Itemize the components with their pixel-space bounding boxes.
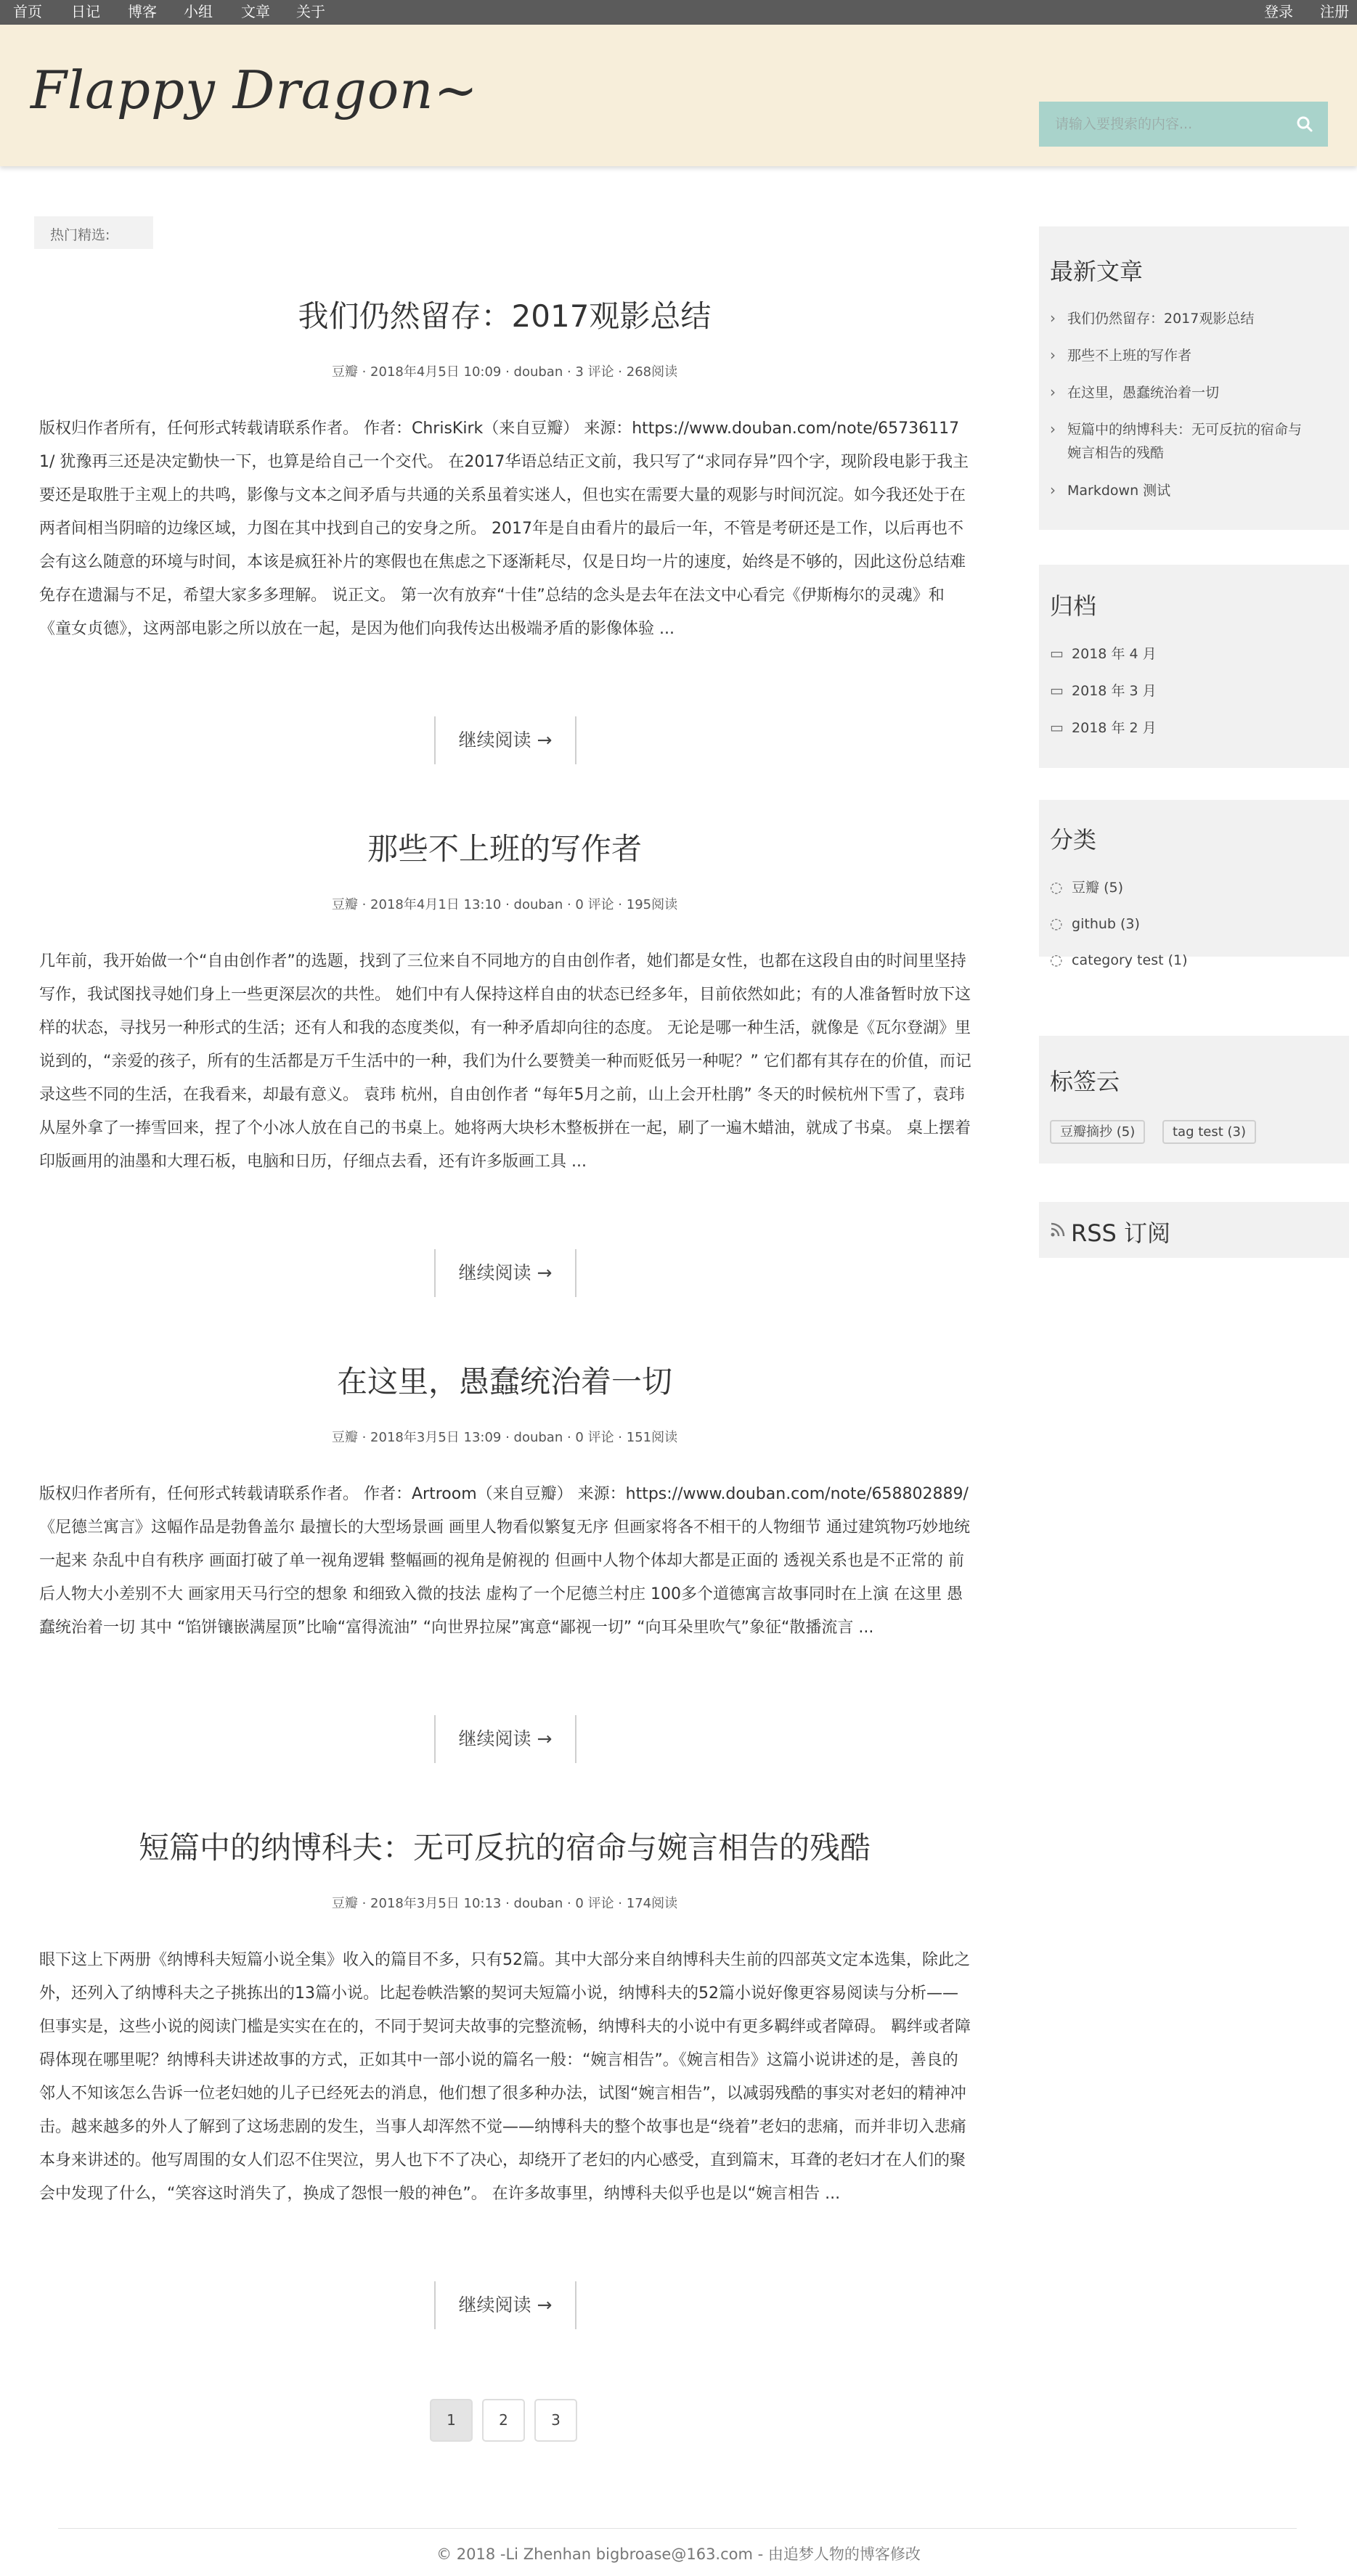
post-excerpt: 眼下这上下两册《纳博科夫短篇小说全集》收入的篇目不多，只有52篇。其中大部分来自纳博科夫生前的四部英文定本选集，除此之外，还列入了纳博科夫之子挑拣出的13篇小说。比起卷帙浩繁的契诃夫短篇小说，纳博科夫的52篇小说好像更容易阅读与分析——但事实是，这些小说的阅读门槛是实实在在的，不同于契诃夫故事的完整流畅，纳博科夫的小说中有更多羁绊或者障碍。 羁绊或者障碍体现在哪里呢？纳博科夫讲述故事的方式，正如其中一部小说的篇名一般：“婉言相告”。《婉言相告》这篇小说讲述的是，善良的邻人不知该怎么告诉一位老妇她的儿子已经死去的消息，他们想了很多种办法，试图“婉言相告”，以减弱残酷的事实对老妇的精神冲击。越来越多的外人了解到了这场悲剧的发生，当事人却浑然不觉——纳博科夫的整个故事也是“绕着”老妇的悲痛，而并非切入悲痛本身来讲述的。他写周围的女人们忍不住哭泣，男人也下不了决心，却绕开了老妇的内心感受，直到篇末，耳聋的老妇才在人们的聚会中发现了什么，“笑容这时消失了，换成了怨恨一般的神色”。 在许多故事里，纳博科夫似乎也是以“婉言相告 ... bbox=[39, 1951, 971, 2203]
nav-home[interactable]: 首页 bbox=[13, 3, 42, 20]
recent-post-link-cont[interactable]: 婉言相告的残酷 bbox=[1067, 445, 1165, 461]
nav-group[interactable]: 小组 bbox=[184, 3, 213, 20]
post-excerpt: 版权归作者所有，任何形式转载请联系作者。 作者：ChrisKirk（来自豆瓣） 来源：https://www.douban.com/note/657361171/ 犹豫再三还是决定勤快一下，也算是给自己一个交代。 在2017华语总结正文前，我只写了“求同存异”四个字，现阶段电影于我主要还是取胜于主观上的共鸣，影像与文本之间矛盾与共通的关系虽着实迷人，但也实在需要大量的观影与时间沉淀。如今我还处于在两者间相当阴暗的边缘区域，力图在其中找到自己的安身之所。 2017年是自由看片的最后一年，不管是考研还是工作，以后再也不会有这么随意的环境与时间，本该是疯狂补片的寒假也在焦虑之下逐渐耗尽，仅是日均一片的速度，始终是不够的，因此这份总结难免存在遗漏与不足，希望大家多多理解。 说正文。 第一次有放弃“十佳”总结的念头是去年在法文中心看完《伊斯梅尔的灵魂》和《童女贞德》，这两部电影之所以放在一起，是因为他们向我传达出极端矛盾的影像体验 ... bbox=[39, 420, 969, 638]
recent-post-link[interactable]: › 我们仍然留存：2017观影总结 bbox=[1050, 306, 1254, 330]
hot-picks-label: 热门精选: bbox=[34, 216, 153, 249]
archive-link[interactable]: ▭ 2018 年 2 月 bbox=[1050, 716, 1157, 740]
nav-register[interactable]: 注册 bbox=[1320, 3, 1349, 20]
site-header bbox=[0, 25, 1357, 166]
calendar-icon: ▭ bbox=[1050, 645, 1064, 662]
rss-icon bbox=[1050, 1222, 1066, 1238]
chevron-right-icon: › bbox=[1050, 383, 1056, 401]
post-meta: 豆瓣 · 2018年4月5日 10:09 · douban · 3 评论 · 268阅读 bbox=[331, 364, 678, 380]
recent-posts-widget bbox=[1039, 226, 1349, 530]
read-more-button[interactable]: 继续阅读 → bbox=[434, 2281, 576, 2329]
page-2-button[interactable]: 2 bbox=[482, 2399, 525, 2442]
archive-link[interactable]: ▭ 2018 年 4 月 bbox=[1050, 642, 1157, 666]
post-meta: 豆瓣 · 2018年3月5日 10:13 · douban · 0 评论 · 174阅读 bbox=[331, 1896, 678, 1911]
post-title[interactable]: 在这里，愚蠢统治着一切 bbox=[336, 1364, 672, 1399]
search-input[interactable] bbox=[1039, 102, 1295, 147]
archive-link[interactable]: ▭ 2018 年 3 月 bbox=[1050, 679, 1157, 703]
footer-divider bbox=[58, 2528, 1297, 2529]
categories-widget bbox=[1039, 800, 1349, 968]
read-more-button[interactable]: 继续阅读 → bbox=[434, 716, 576, 764]
recent-post-link[interactable]: › 短篇中的纳博科夫：无可反抗的宿命与 bbox=[1050, 417, 1302, 441]
archive-title: 归档 bbox=[1050, 592, 1097, 620]
post-title[interactable]: 我们仍然留存：2017观影总结 bbox=[298, 298, 712, 334]
post-title[interactable]: 短篇中的纳博科夫：无可反抗的宿命与婉言相告的残酷 bbox=[138, 1830, 871, 1865]
post-meta: 豆瓣 · 2018年3月5日 13:09 · douban · 0 评论 · 151阅读 bbox=[331, 1430, 678, 1445]
page-3-button[interactable]: 3 bbox=[534, 2399, 577, 2442]
tag-cloud-widget bbox=[1039, 1036, 1349, 1164]
calendar-icon: ▭ bbox=[1050, 682, 1064, 699]
calendar-icon: ▭ bbox=[1050, 719, 1064, 736]
post-excerpt: 几年前，我开始做一个“自由创作者”的选题，找到了三位来自不同地方的自由创作者，她们都是女性，也都在这段自由的时间里坚持写作，我试图找寻她们身上一些更深层次的共性。 她们中有人保持这样自由的状态已经多年，目前依然如此；有的人准备暂时放下这样的状态，寻找另一种形式的生活；还有人和我的态度类似，有一种矛盾却向往的态度。 无论是哪一种生活，就像是《瓦尔登湖》里说到的，“亲爱的孩子，所有的生活都是万千生活中的一种，我们为什么要赞美一种而贬低另一种呢？” 它们都有其存在的价值，而记录这些不同的生活，在我看来，却最有意义。 袁玮 杭州，自由创作者 “每年5月之前，山上会开杜鹃” 冬天的时候杭州下雪了，袁玮从屋外拿了一捧雪回来，捏了个小冰人放在自己的书桌上。她将两大块杉木整板拼在一起，刷了一遍木蜡油，就成了书桌。 桌上摆着印版画用的油墨和大理石板，电脑和日历，仔细点去看，还有许多版画工具 ... bbox=[39, 952, 971, 1171]
nav-login[interactable]: 登录 bbox=[1264, 3, 1293, 20]
check-circle-icon: ◌ bbox=[1050, 878, 1063, 896]
check-circle-icon: ◌ bbox=[1050, 915, 1063, 932]
tag-link[interactable]: 豆瓣摘抄 (5) bbox=[1050, 1120, 1145, 1144]
category-link[interactable]: ◌ 豆瓣 (5) bbox=[1050, 875, 1123, 899]
search-box bbox=[1039, 102, 1328, 147]
read-more-button[interactable]: 继续阅读 → bbox=[434, 1715, 576, 1763]
category-link[interactable]: ◌ github (3) bbox=[1050, 912, 1140, 936]
post-title[interactable]: 那些不上班的写作者 bbox=[367, 831, 642, 867]
recent-post-link[interactable]: › Markdown 测试 bbox=[1050, 478, 1170, 502]
read-more-button[interactable]: 继续阅读 → bbox=[434, 1249, 576, 1297]
search-icon[interactable] bbox=[1295, 114, 1315, 134]
page-1-button[interactable]: 1 bbox=[430, 2399, 473, 2442]
nav-diary[interactable]: 日记 bbox=[71, 3, 100, 20]
chevron-right-icon: › bbox=[1050, 346, 1056, 364]
site-logo[interactable]: Flappy Dragon~ bbox=[30, 60, 478, 120]
chevron-right-icon: › bbox=[1050, 481, 1056, 499]
tag-link[interactable]: tag test (3) bbox=[1162, 1120, 1256, 1144]
nav-blog[interactable]: 博客 bbox=[128, 3, 157, 20]
chevron-right-icon: › bbox=[1050, 420, 1056, 438]
chevron-right-icon: › bbox=[1050, 309, 1056, 327]
nav-about[interactable]: 关于 bbox=[296, 3, 325, 20]
rss-widget[interactable] bbox=[1039, 1202, 1349, 1258]
rss-title[interactable]: RSS 订阅 bbox=[1071, 1219, 1171, 1247]
footer-text: © 2018 -Li Zhenhan bigbroase@163.com - 由追梦人物的博客修改 bbox=[436, 2546, 921, 2563]
archive-widget bbox=[1039, 565, 1349, 768]
category-link[interactable]: ◌ category test (1) bbox=[1050, 948, 1188, 972]
check-circle-icon: ◌ bbox=[1050, 951, 1063, 968]
recent-post-link[interactable]: › 在这里，愚蠢统治着一切 bbox=[1050, 380, 1219, 404]
post-excerpt: 版权归作者所有，任何形式转载请联系作者。 作者：Artroom（来自豆瓣） 来源：https://www.douban.com/note/658802889/ 《尼德兰寓言》这幅作品是勃鲁盖尔 最擅长的大型场景画 画里人物看似繁复无序 但画家将各不相干的人物细节 通过建筑物巧妙地统一起来 杂乱中自有秩序 画面打破了单一视角逻辑 整幅画的视角是俯视的 但画中人物个体却大都是正面的 透视关系也是不正常的 前后人物大小差别不大 画家用天马行空的想象 和细致入微的技法 虚构了一个尼德兰村庄 100多个道德寓言故事同时在上演 在这里 愚蠢统治着一切 其中 “馅饼镶嵌满屋顶”比喻“富得流油” “向世界拉屎”寓意“鄙视一切” “向耳朵里吹气”象征“散播流言 ... bbox=[39, 1485, 970, 1637]
tag-cloud-title: 标签云 bbox=[1050, 1068, 1120, 1095]
post-meta: 豆瓣 · 2018年4月1日 13:10 · douban · 0 评论 · 195阅读 bbox=[331, 897, 678, 912]
top-nav bbox=[0, 0, 1357, 25]
recent-posts-title: 最新文章 bbox=[1050, 258, 1144, 285]
nav-articles[interactable]: 文章 bbox=[241, 3, 270, 20]
recent-post-link[interactable]: › 那些不上班的写作者 bbox=[1050, 343, 1191, 367]
categories-title: 分类 bbox=[1050, 826, 1097, 854]
